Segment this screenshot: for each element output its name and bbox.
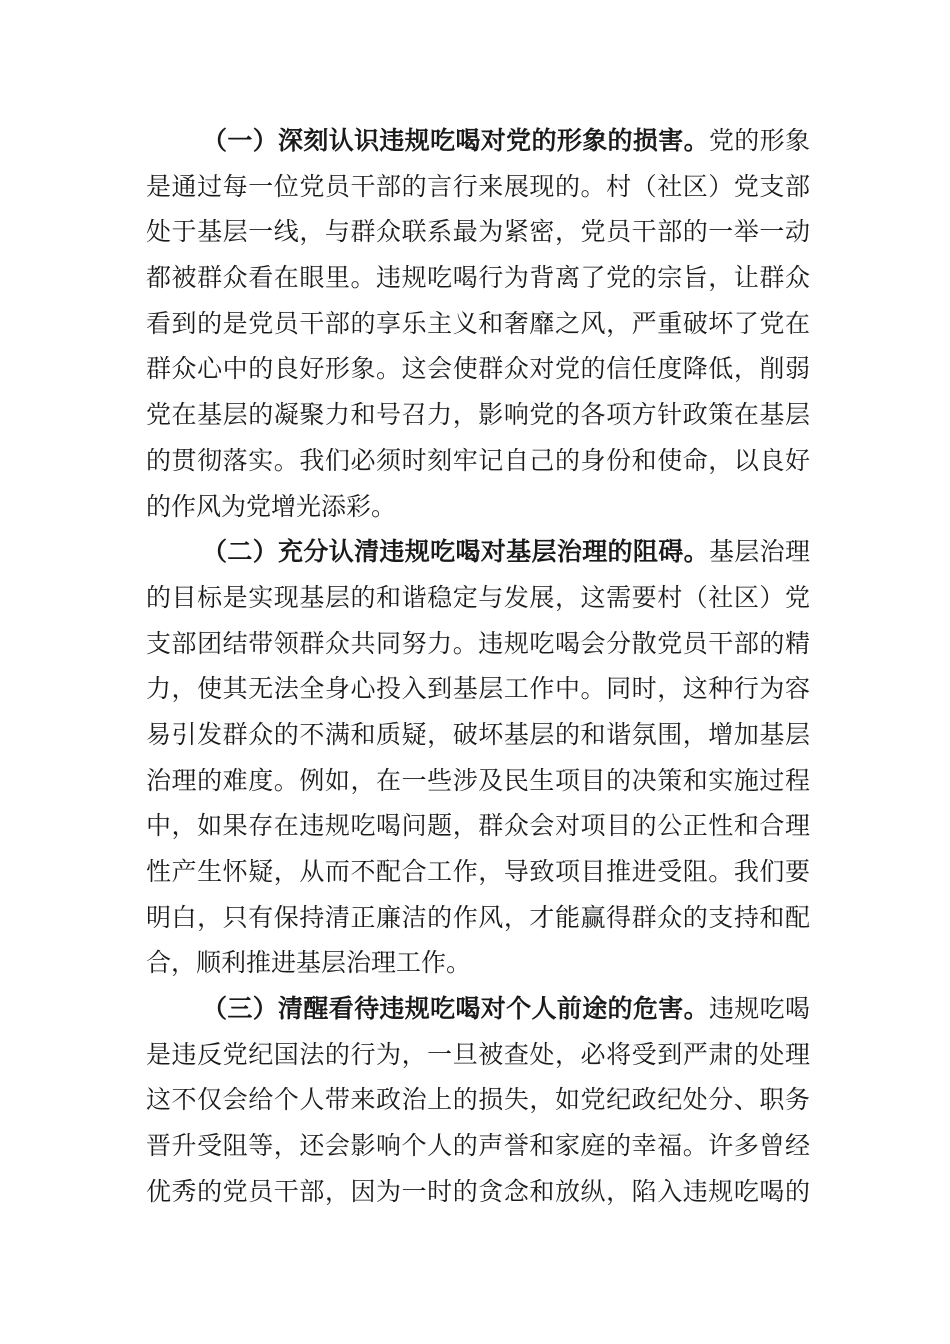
paragraph-3-line-4: 晋升受阻等，还会影响个人的声誉和家庭的幸福。许多曾经 bbox=[146, 1131, 810, 1161]
paragraph-2-first-line bbox=[146, 529, 810, 575]
paragraph-2-line-4: 力，使其无法全身心投入到基层工作中。同时，这种行为容 bbox=[146, 674, 810, 704]
paragraph-1-line-8: 的贯彻落实。我们必须时刻牢记自己的身份和使命，以良好 bbox=[146, 445, 810, 475]
paragraph-3-heading: （三）清醒看待违规吃喝对个人前途的危害。 bbox=[202, 994, 709, 1024]
paragraph-1-first-line bbox=[146, 118, 810, 164]
paragraph-1-line-4: 都被群众看在眼里。违规吃喝行为背离了党的宗旨，让群众 bbox=[146, 263, 810, 293]
paragraph-3-line-2: 是违反党纪国法的行为，一旦被查处，必将受到严肃的处理 bbox=[146, 1039, 810, 1069]
document-body bbox=[146, 118, 810, 1215]
paragraph-2-line-8: 性产生怀疑，从而不配合工作，导致项目推进受阻。我们要 bbox=[146, 857, 810, 886]
paragraph-3-line-3: 这不仅会给个人带来政治上的损失，如党纪政纪处分、职务 bbox=[146, 1085, 810, 1115]
paragraph-2-line-10: 合，顺利推进基层治理工作。 bbox=[146, 948, 472, 978]
paragraph-1-line-3: 处于基层一线，与群众联系最为紧密，党员干部的一举一动 bbox=[146, 217, 810, 247]
paragraph-1-line-6: 群众心中的良好形象。这会使群众对党的信任度降低，削弱 bbox=[146, 354, 810, 384]
paragraph-3-line-5: 优秀的党员干部，因为一时的贪念和放纵，陷入违规吃喝的 bbox=[146, 1176, 810, 1206]
paragraph-2-line-7: 中，如果存在违规吃喝问题，群众会对项目的公正性和合理 bbox=[146, 811, 810, 841]
paragraph-2-line-2: 的目标是实现基层的和谐稳定与发展，这需要村（社区）党 bbox=[146, 582, 810, 612]
paragraph-1-line-2: 是通过每一位党员干部的言行来展现的。村（社区）党支部 bbox=[146, 171, 810, 201]
paragraph-2-line-6: 治理的难度。例如，在一些涉及民生项目的决策和实施过程 bbox=[146, 765, 810, 795]
paragraph-2-heading: （二）充分认清违规吃喝对基层治理的阻碍。 bbox=[202, 537, 709, 567]
paragraph-3-first-line bbox=[146, 986, 810, 1032]
paragraph-2-line-1: 基层治理 bbox=[708, 537, 810, 567]
paragraph-2-line-5: 易引发群众的不满和质疑，破坏基层的和谐氛围，增加基层 bbox=[146, 719, 810, 749]
paragraph-2-line-9: 明白，只有保持清正廉洁的作风，才能赢得群众的支持和配 bbox=[146, 902, 810, 932]
paragraph-1-line-9: 的作风为党增光添彩。 bbox=[146, 491, 397, 521]
paragraph-1-heading: （一）深刻认识违规吃喝对党的形象的损害。 bbox=[202, 126, 709, 155]
paragraph-3-line-1: 违规吃喝 bbox=[708, 994, 810, 1024]
paragraph-1-line-1: 党的形象 bbox=[708, 126, 810, 155]
paragraph-1-line-5: 看到的是党员干部的享乐主义和奢靡之风，严重破坏了党在 bbox=[146, 308, 810, 338]
paragraph-2-line-3: 支部团结带领群众共同努力。违规吃喝会分散党员干部的精 bbox=[146, 628, 810, 658]
paragraph-1-line-7: 党在基层的凝聚力和号召力，影响党的各项方针政策在基层 bbox=[146, 400, 810, 430]
